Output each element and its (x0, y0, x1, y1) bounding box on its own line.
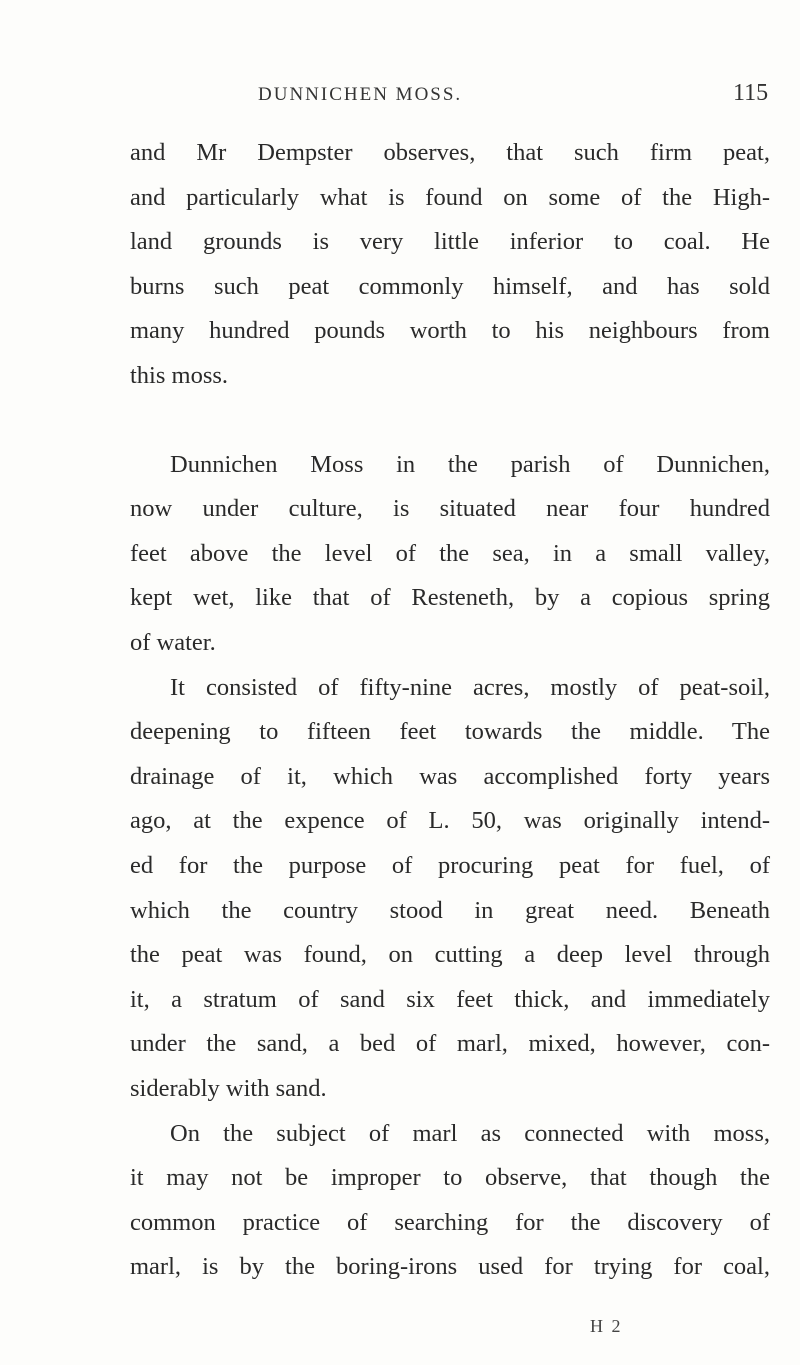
text-line: ago, at the expence of L. 50, was originally intend- (130, 807, 770, 835)
text-line: burns such peat commonly himself, and has sold (130, 272, 770, 300)
text-line: feet above the level of the sea, in a small valley, (130, 539, 770, 567)
signature-mark: H 2 (590, 1316, 623, 1336)
text-line: it, a stratum of sand six feet thick, and immediately (130, 985, 770, 1013)
text-line: Dunnichen Moss in the parish of Dunnichen, (170, 450, 770, 478)
text-line: common practice of searching for the discovery of (130, 1208, 770, 1236)
text-line: drainage of it, which was accomplished forty years (130, 762, 770, 790)
text-line: land grounds is very little inferior to coal. He (130, 228, 770, 256)
text-line: of water. (130, 629, 216, 656)
text-line: this moss. (130, 362, 229, 389)
text-line: under the sand, a bed of marl, mixed, however, con- (130, 1030, 770, 1058)
text-line: On the subject of marl as connected with moss, (170, 1119, 770, 1147)
page-number: 115 (733, 80, 769, 106)
text-line: siderably with sand. (130, 1075, 327, 1102)
text-line: now under culture, is situated near four hundred (130, 495, 770, 523)
text-line: the peat was found, on cutting a deep level through (130, 941, 770, 969)
text-line: deepening to fifteen feet towards the middle. The (130, 718, 770, 746)
text-line: It consisted of fifty-nine acres, mostly of peat-soil, (170, 673, 770, 701)
text-line: it may not be improper to observe, that though the (130, 1164, 770, 1192)
running-head: DUNNICHEN MOSS. (258, 84, 463, 105)
text-line: kept wet, like that of Resteneth, by a copious spring (130, 584, 770, 612)
text-line: and particularly what is found on some of the High- (130, 183, 770, 211)
text-line: which the country stood in great need. Beneath (130, 896, 770, 924)
text-line: marl, is by the boring-irons used for trying for coal, (130, 1253, 770, 1281)
text-line: ed for the purpose of procuring peat for fuel, of (130, 852, 770, 879)
text-line: and Mr Dempster observes, that such firm peat, (130, 139, 770, 166)
text-line: many hundred pounds worth to his neighbours from (130, 317, 770, 345)
